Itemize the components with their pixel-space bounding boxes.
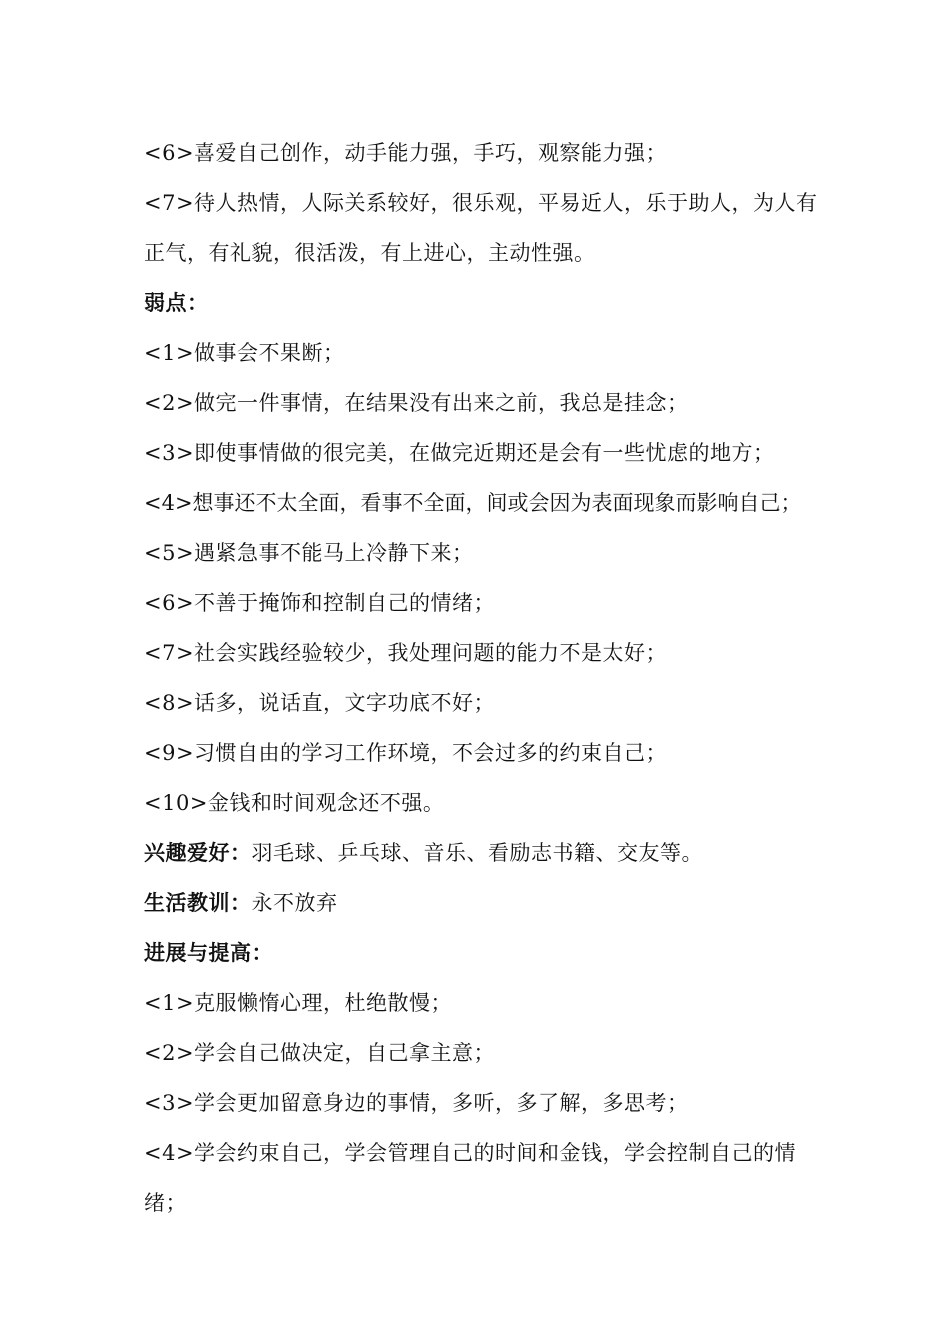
weakness-item-9: <9>习惯自由的学习工作环境，不会过多的约束自己； bbox=[144, 741, 668, 765]
weakness-item-1: <1>做事会不果断； bbox=[144, 341, 345, 365]
hobbies-label: 兴趣爱好： bbox=[144, 841, 252, 865]
life-lesson-line bbox=[144, 878, 834, 928]
improvement-item-2: <2>学会自己做决定，自己拿主意； bbox=[144, 1041, 496, 1065]
improvement-heading: 进展与提高： bbox=[144, 941, 273, 965]
weakness-item-3: <3>即使事情做的很完美，在做完近期还是会有一些忧虑的地方； bbox=[144, 441, 775, 465]
life-lesson-text: 永不放弃 bbox=[251, 891, 338, 915]
improvement-item-1: <1>克服懒惰心理，杜绝散慢； bbox=[144, 991, 453, 1015]
weakness-item-10: <10>金钱和时间观念还不强。 bbox=[144, 791, 445, 815]
hobbies-text: 羽毛球、乒乓球、音乐、看励志书籍、交友等。 bbox=[251, 841, 703, 865]
weakness-item-2: <2>做完一件事情，在结果没有出来之前，我总是挂念； bbox=[144, 391, 689, 415]
weakness-item-5: <5>遇紧急事不能马上冷静下来； bbox=[144, 541, 474, 565]
improvement-item-4: <4>学会约束自己，学会管理自己的时间和金钱，学会控制自己的情绪； bbox=[144, 1141, 797, 1215]
weakness-item-7: <7>社会实践经验较少，我处理问题的能力不是太好； bbox=[144, 641, 668, 665]
strength-item-6: <6>喜爱自己创作，动手能力强，手巧，观察能力强； bbox=[144, 141, 668, 165]
hobbies-line bbox=[144, 828, 834, 878]
weaknesses-heading: 弱点： bbox=[144, 291, 209, 315]
weakness-item-8: <8>话多，说话直，文字功底不好； bbox=[144, 691, 496, 715]
strength-item-7: <7>待人热情，人际关系较好，很乐观，平易近人，乐于助人，为人有正气，有礼貌，很活泼，有上进心，主动性强。 bbox=[144, 191, 818, 265]
life-lesson-label: 生活教训： bbox=[144, 891, 252, 915]
weakness-item-6: <6>不善于掩饰和控制自己的情绪； bbox=[144, 591, 496, 615]
document-body bbox=[144, 128, 834, 1228]
weakness-item-4: <4>想事还不太全面，看事不全面，间或会因为表面现象而影响自己； bbox=[144, 491, 802, 515]
improvement-item-3: <3>学会更加留意身边的事情，多听，多了解，多思考； bbox=[144, 1091, 689, 1115]
